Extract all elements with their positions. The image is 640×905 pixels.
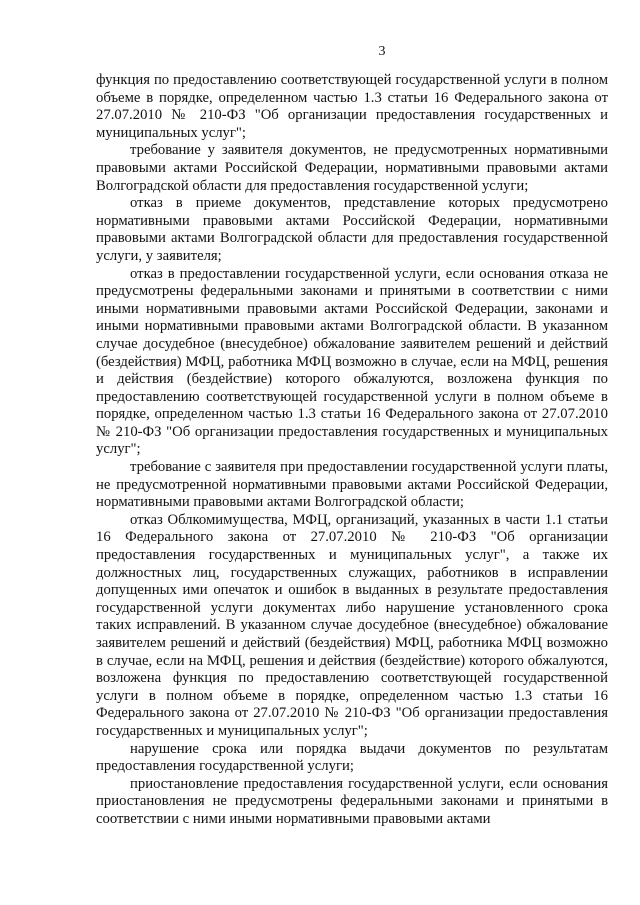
paragraph-4: отказ в предоставлении государственной услуги, если основания отказа не предусмотрены федеральными законами и принятыми в соответствии с ними иными нормативными правовыми актами Российской Федерации, законами и иными нормативными правовыми актами Волгоградской области. В указанном случае досудебное (внесудебное) обжалование заявителем решений и действий (бездействия) МФЦ, работника МФЦ возможно в случае, если на МФЦ, решения и действия (бездействие) которого обжалуются, возложена функция по предоставлению соответствующей государственной услуги в полном объеме в порядке, определенном частью 1.3 статьи 16 Федерального закона от 27.07.2010 № 210-ФЗ "Об организации предоставления государственных и муниципальных услуг"; [96,265,608,458]
paragraph-8: приостановление предоставления государственной услуги, если основания приостановления не предусмотрены федеральными законами и принятыми в соответствии с ними иными нормативными правовыми актами [96,775,608,827]
paragraph-3: отказ в приеме документов, представление которых предусмотрено нормативными правовыми актами Российской Федерации, нормативными правовыми актами Волгоградской области для предоставления государственной услуги, у заявителя; [96,195,608,264]
paragraph-2: требование у заявителя документов, не предусмотренных нормативными правовыми актами Российской Федерации, нормативными правовыми актами Волгоградской области для предоставления государственной услуги; [96,142,608,194]
page-number: 3 [378,44,386,59]
paragraph-5: требование с заявителя при предоставлении государственной услуги платы, не предусмотренной нормативными правовыми актами Российской Федерации, нормативными правовыми актами Волгоградской области; [96,459,608,511]
document-body [96,72,608,829]
paragraph-1: функция по предоставлению соответствующей государственной услуги в полном объеме в порядке, определенном частью 1.3 статьи 16 Федерального закона от 27.07.2010 № 210-ФЗ "Об организации предоставления государственных и муниципальных услуг"; [96,72,608,141]
paragraph-7: нарушение срока или порядка выдачи документов по результатам предоставления государственной услуги; [96,740,608,775]
paragraph-6: отказ Облкомимущества, МФЦ, организаций, указанных в части 1.1 статьи 16 Федерального закона от 27.07.2010 № 210-ФЗ "Об организации предоставления государственных и муниципальных услуг", а также их должностных лиц, государственных служащих, работников в исправлении допущенных ими опечаток и ошибок в выданных в результате предоставления государственной услуги документах либо нарушение установленного срока таких исправлений. В указанном случае досудебное (внесудебное) обжалование заявителем решений и действий (бездействия) МФЦ, работника МФЦ возможно в случае, если на МФЦ, решения и действия (бездействие) которого обжалуются, возложена функция по предоставлению соответствующей государственной услуги в полном объеме в порядке, определенном частью 1.3 статьи 16 Федерального закона от 27.07.2010 № 210-ФЗ "Об организации предоставления государственных и муниципальных услуг"; [96,511,608,739]
